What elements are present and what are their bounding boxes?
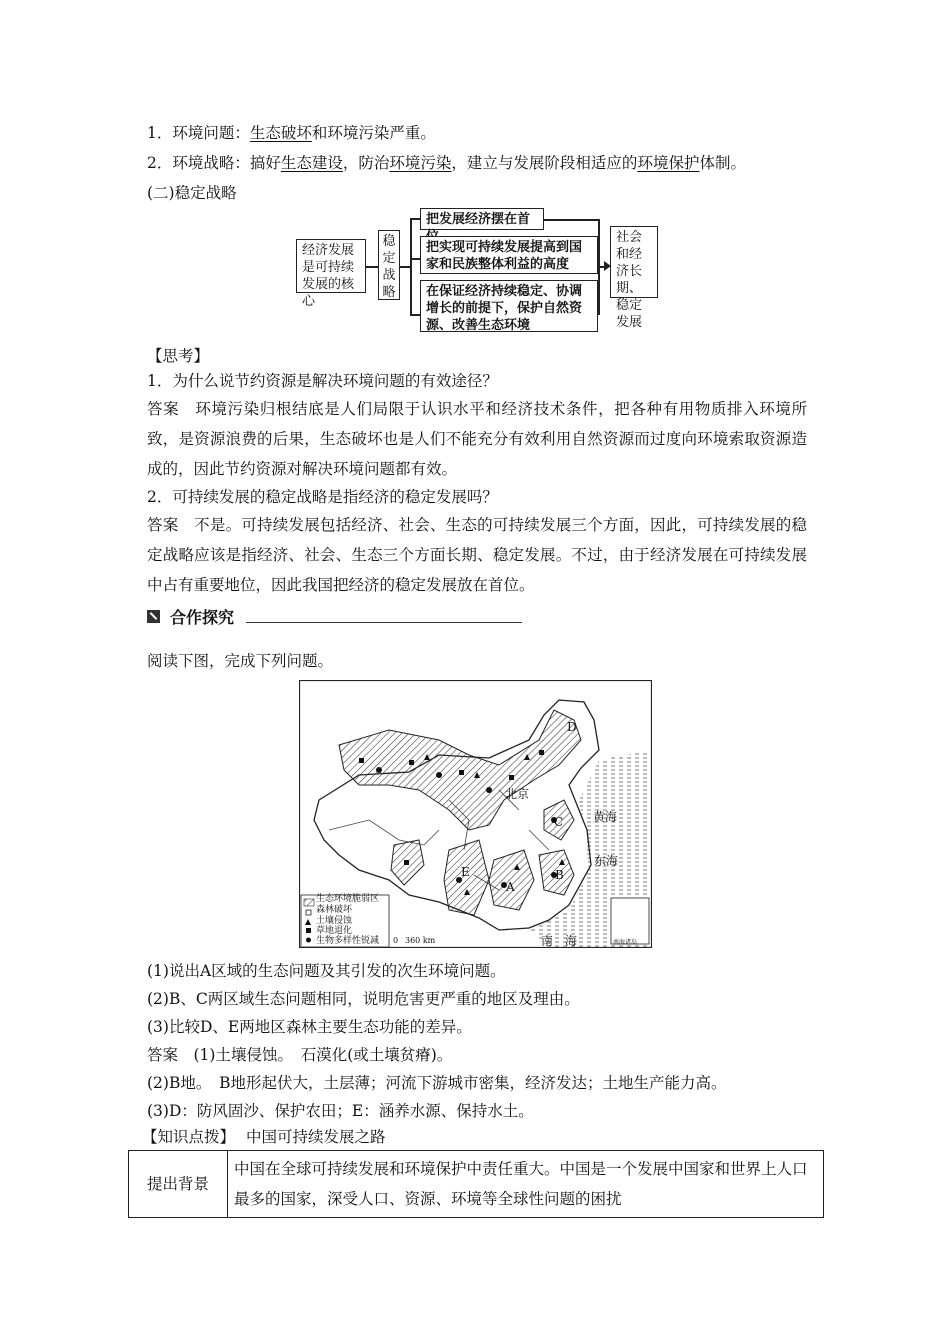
env-problem-line [147,122,436,144]
env-strategy-mid1: ，防治 [342,154,390,172]
env-strategy-suffix: 体制。 [699,154,746,172]
env-strategy-key2: 环境污染 [389,154,452,172]
question-1: (1)说出A区域的生态问题及其引发的次生环境问题。 [147,962,506,980]
strategy-heading: (二)稳定战略 [147,184,237,202]
section-rule [246,622,522,623]
env-strategy-key1: 生态建设 [280,154,343,172]
label-yellow-sea: 黄海 [593,810,618,824]
diagram-core-box: 经济发展是可持续发展的核心 [296,239,366,293]
scale-zero: 0 [393,936,399,945]
legend-grass: 草地退化 [316,926,353,936]
diagram-bracket-top [410,218,420,220]
label-east-sea: 东海 [594,854,619,868]
question-3: (3)比较D、E两地区森林主要生态功能的差异。 [147,1018,472,1036]
legend-fragile: 生态环境脆弱区 [316,894,380,904]
diagram-line-1 [544,219,598,221]
label-b: B [555,868,564,882]
knowledge-label: 【知识点拨】 [142,1128,236,1146]
diagram-center-box: 稳定战略 [378,230,400,300]
diagram-item-3: 在保证经济持续稳定、协调增长的前提下，保护自然资源、改善生态环境 [420,280,598,332]
diagram-result-box: 社会和经济长期、稳定发展 [610,226,658,298]
diagram-bracket-left [410,218,412,315]
think-question-1: 1．为什么说节约资源是解决环境问题的有效途径？ [147,372,498,390]
env-problem-suffix: 和环境污染严重。 [311,124,436,142]
knowledge-heading [142,1126,385,1148]
table-head-cell: 提出背景 [129,1151,228,1218]
label-d: D [567,720,577,734]
legend-forest: 森林破坏 [316,905,353,915]
think-answer-1: 答案 环境污染归根结底是人们局限于认识水平和经济技术条件，把各种有用物质排入环境所致，是资源浪费的后果，生态破坏也是人们不能充分有效利用自然资源而过度向环境索取资源造成的，因此节约资源对解决环境问题都有效。 [147,400,807,478]
diagram-connector [400,266,410,268]
label-e: E [461,865,470,879]
think-answer-2: 答案 不是。可持续发展包括经济、社会、生态的可持续发展三个方面，因此，可持续发展的稳定战略应该是指经济、社会、生态三个方面长期、稳定发展。不过，由于经济发展在可持续发展中占有重要地位，因此我国把经济的稳定发展放在首位。 [147,516,807,594]
diagram-arrow-1 [366,266,378,268]
label-inset: 南海诸岛 [613,939,638,946]
diagram-item-1: 把发展经济摆在首 [420,208,544,230]
diagram-item-2: 把实现可持续发展提高到国家和民族整体利益的高度 [420,236,598,274]
section-intro: 阅读下图，完成下列问题。 [147,652,334,670]
legend-bio: 生物多样性锐减 [316,936,380,946]
label-south-sea: 南 海 [541,934,578,948]
answer-1: 答案 (1)土壤侵蚀。 石漠化(或土壤贫瘠)。 [147,1046,453,1064]
section-icon [147,610,160,623]
china-eco-map [299,680,652,948]
env-strategy-key3: 环境保护 [637,154,700,172]
diagram-bracket-bottom [410,314,420,316]
question-2: (2)B、C两区域生态问题相同，说明危害更严重的地区及理由。 [147,990,580,1008]
scale-label: 360 km [405,936,436,945]
label-a: A [506,880,515,894]
table-content-cell: 中国在全球可持续发展和环境保护中责任重大。中国是一个发展中国家和世界上人口最多的国家，深受人口、资源、环境等全球性问题的困扰 [228,1151,824,1218]
knowledge-title: 中国可持续发展之路 [245,1128,386,1146]
env-strategy-line [147,152,746,174]
answer-2: (2)B地。 B地形起伏大，土层薄；河流下游城市密集，经济发达；土地生产能力高。 [147,1074,727,1092]
env-problem-key: 生态破坏 [249,124,312,142]
section-title: 合作探究 [170,608,235,627]
label-c: C [554,815,564,829]
think-question-2: 2．可持续发展的稳定战略是指经济的稳定发展吗？ [147,488,498,506]
answer-3: (3)D：防风固沙、保护农田；E：涵养水源、保持水土。 [147,1102,534,1120]
knowledge-table [128,1150,824,1218]
table-row [129,1151,824,1218]
env-strategy-mid2: ，建立与发展阶段相适应的 [451,154,638,172]
think-label: 【思考】 [147,347,210,365]
env-strategy-prefix: 2．环境战略：搞好 [147,154,281,172]
label-beijing: 北京 [505,787,530,801]
section-head [147,605,234,628]
legend-soil: 土壤侵蚀 [316,916,353,926]
env-problem-prefix: 1．环境问题： [147,124,250,142]
diagram-bracket-mid [410,258,420,260]
